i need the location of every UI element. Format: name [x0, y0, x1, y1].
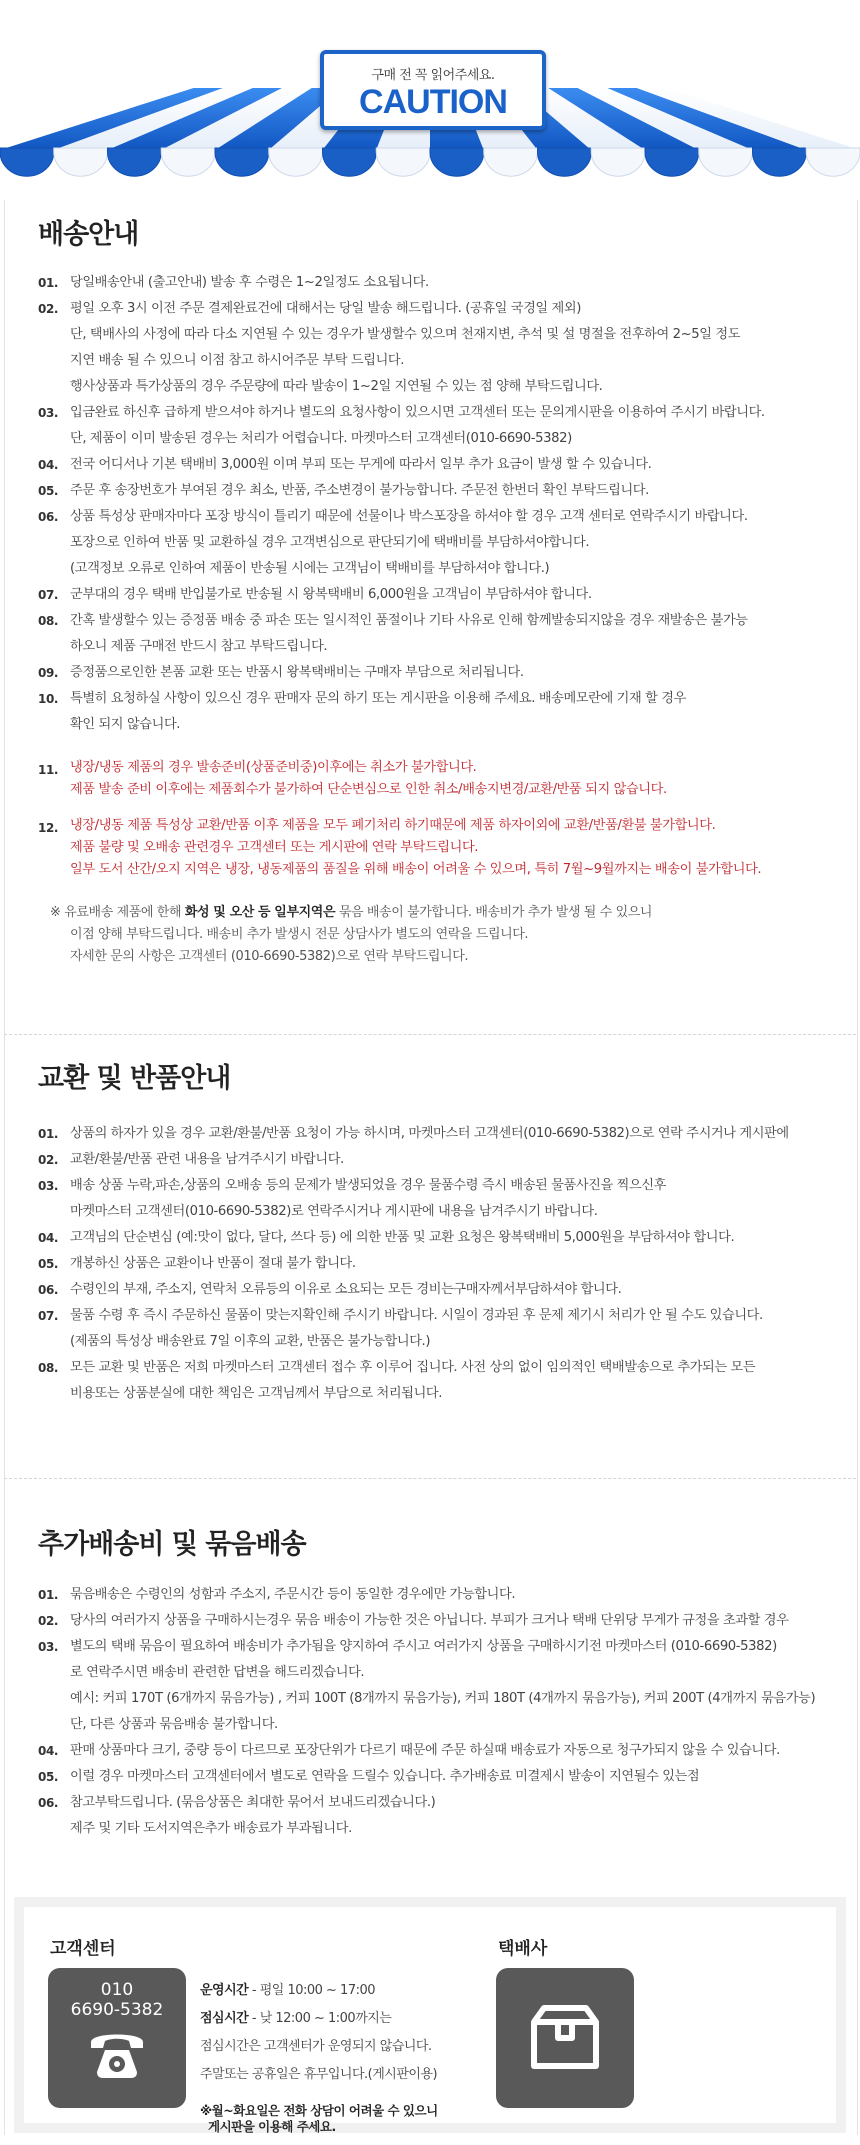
list-item — [38, 1764, 838, 1790]
item-number: 06. — [38, 1283, 59, 1297]
item-number: 11. — [38, 763, 59, 777]
item-number: 04. — [38, 1231, 59, 1245]
item-line: (고객정보 오류로 인하여 제품이 반송될 시에는 고객님이 택배비를 부담하셔야 합니다.) — [70, 561, 550, 576]
phone-prefix: 010 — [100, 1980, 134, 2000]
delivery-company-title: 택배사 — [498, 1939, 548, 1959]
item-number: 05. — [38, 1257, 59, 1271]
awning-scallop — [591, 148, 645, 176]
item-number: 04. — [38, 1744, 59, 1758]
list-item — [38, 815, 838, 881]
item-line: 로 연락주시면 배송비 관련한 답변을 해드리겠습니다. — [70, 1665, 365, 1680]
customer-center-title: 고객센터 — [50, 1939, 116, 1959]
list-item — [38, 1225, 838, 1251]
item-number: 02. — [38, 302, 59, 316]
list-item — [38, 1277, 838, 1303]
item-line: 제품 불량 및 오배송 관련경우 고객센터 또는 게시판에 연락 부탁드립니다. — [70, 840, 479, 855]
awning-scallop — [269, 148, 323, 176]
note-line2: 이점 양해 부탁드립니다. 배송비 추가 발생시 전문 상담사가 별도의 연락을 드립니다. — [70, 927, 529, 942]
item-line: 묶음배송은 수령인의 성함과 주소지, 주문시간 등이 동일한 경우에만 가능합니다. — [70, 1587, 516, 1602]
list-item — [38, 504, 838, 582]
item-number: 03. — [38, 406, 59, 420]
note-rest: 묶음 배송이 불가합니다. 배송비가 추가 발생 될 수 있으니 — [335, 905, 653, 920]
caution-sign — [320, 50, 546, 130]
bundle-section — [38, 1522, 838, 1836]
item-line: 예시: 커피 170T (6개까지 묶음가능) , 커피 100T (8개까지 묶음가능), 커피 180T (4개까지 묶음가능), 커피 200T (4개까지 묶음가능) — [70, 1691, 816, 1706]
item-line: 배송 상품 누락,파손,상품의 오배송 등의 문제가 발생되었을 경우 물품수령 즉시 배송된 물품사진을 찍으신후 — [70, 1178, 667, 1193]
item-line: 모든 교환 및 반품은 저희 마켓마스터 고객센터 접수 후 이루어 집니다. 사전 상의 없이 임의적인 택배발송으로 추가되는 모든 — [70, 1360, 756, 1375]
customer-center-card[interactable] — [48, 1968, 186, 2108]
phone-number: 6690-5382 — [70, 2000, 164, 2020]
list-item — [38, 1582, 838, 1608]
hours-value: - 평일 10:00 ~ 17:00 — [248, 1983, 376, 1998]
telephone-icon — [85, 2026, 149, 2082]
shipping-title: 배송안내 — [38, 219, 139, 250]
list-item — [38, 1790, 838, 1842]
awning-scallop — [645, 148, 699, 176]
item-line: (제품의 특성상 배송완료 7일 이후의 교환, 반품은 불가능합니다.) — [70, 1334, 431, 1349]
delivery-company-card[interactable] — [496, 1968, 634, 2108]
item-line: 교환/환불/반품 관련 내용을 남겨주시기 바랍니다. — [70, 1152, 344, 1167]
item-line: 개봉하신 상품은 교환이나 반품이 절대 불가 합니다. — [70, 1256, 356, 1271]
awning-scallop — [806, 148, 860, 176]
awning-scallop — [0, 148, 54, 176]
item-line: 이럴 경우 마켓마스터 고객센터에서 별도로 연락을 드릴수 있습니다. 추가배송료 미결제시 발송이 지연될수 있는점 — [70, 1769, 700, 1784]
note-prefix: ※ 유료배송 제품에 한해 — [50, 905, 185, 920]
item-line: 물품 수령 후 즉시 주문하신 물품이 맞는지확인해 주시기 바랍니다. 시일이 경과된 후 문제 제기시 처리가 안 될 수도 있습니다. — [70, 1308, 763, 1323]
awning-scallop — [376, 148, 430, 176]
warning-line2: 게시판을 이용해 주세요. — [208, 2119, 336, 2134]
item-line: 평일 오후 3시 이전 주문 결제완료건에 대해서는 당일 발송 해드립니다. (공휴일 국경일 제외) — [70, 301, 581, 316]
item-number: 01. — [38, 276, 59, 290]
caution-subtitle: 구매 전 꼭 읽어주세요. — [371, 68, 495, 83]
exchange-list — [38, 1121, 838, 1407]
awning-scallop — [699, 148, 753, 176]
item-line: 단, 택배사의 사정에 따라 다소 지연될 수 있는 경우가 발생할수 있으며 천재지변, 추석 및 설 명절을 전후하여 2~5일 정도 — [70, 327, 741, 342]
awning-scallop — [54, 148, 108, 176]
item-line: 주문 후 송장번호가 부여된 경우 최소, 반품, 주소변경이 불가능합니다. 주문전 한번더 확인 부탁드립니다. — [70, 483, 649, 498]
item-number: 05. — [38, 484, 59, 498]
item-number: 08. — [38, 614, 59, 628]
list-item — [38, 478, 838, 504]
list-item — [38, 1173, 838, 1225]
item-line: 수령인의 부재, 주소지, 연락처 오류등의 이유로 소요되는 모든 경비는구매자께서부담하셔야 합니다. — [70, 1282, 622, 1297]
holiday-note: 주말또는 공휴일은 휴무입니다.(게시판이용) — [200, 2067, 438, 2082]
item-line: 냉장/냉동 제품의 경우 발송준비(상품준비중)이후에는 취소가 불가합니다. — [70, 760, 477, 775]
item-line: 전국 어디서나 기본 택배비 3,000원 이며 부피 또는 무게에 따라서 일부 추가 요금이 발생 할 수 있습니다. — [70, 457, 652, 472]
item-line: 상품의 하자가 있을 경우 교환/환불/반품 요청이 가능 하시며, 마켓마스터 고객센터(010-6690-5382)으로 연락 주시거나 게시판에 — [70, 1126, 789, 1141]
bundle-list — [38, 1582, 838, 1842]
phone-warning — [200, 2103, 438, 2135]
caution-title: CAUTION — [359, 83, 507, 121]
list-item — [38, 686, 838, 738]
item-line: 제주 및 기타 도서지역은추가 배송료가 부과됩니다. — [70, 1821, 352, 1836]
item-number: 04. — [38, 458, 59, 472]
item-line: 간혹 발생할수 있는 증정품 배송 중 파손 또는 일시적인 품절이나 기타 사유로 인해 함께발송되지않을 경우 재발송은 불가능 — [70, 613, 748, 628]
list-item — [38, 270, 838, 296]
item-line: 제품 발송 준비 이후에는 제품회수가 불가하여 단순변심으로 인한 취소/배송지변경/교환/반품 되지 않습니다. — [70, 782, 667, 797]
item-line: 상품 특성상 판매자마다 포장 방식이 틀리기 때문에 선물이나 박스포장을 하셔야 할 경우 고객 센터로 연락주시기 바랍니다. — [70, 509, 748, 524]
list-item — [38, 1608, 838, 1634]
item-number: 05. — [38, 1770, 59, 1784]
hours-label: 운영시간 — [200, 1983, 249, 1998]
exchange-title: 교환 및 반품안내 — [38, 1063, 231, 1094]
item-line: 확인 되지 않습니다. — [70, 717, 181, 732]
item-line: 지연 배송 될 수 있으니 이점 참고 하시어주문 부탁 드립니다. — [70, 353, 405, 368]
awning-scallop — [161, 148, 215, 176]
item-number: 12. — [38, 821, 59, 835]
warning-line1: ※월~화요일은 전화 상담이 어려울 수 있으니 — [200, 2103, 438, 2118]
list-item — [38, 1355, 838, 1407]
item-line: 비용또는 상품분실에 대한 책임은 고객님께서 부담으로 처리됩니다. — [70, 1386, 443, 1401]
item-line: 하오니 제품 구매전 반드시 참고 부탁드립니다. — [70, 639, 328, 654]
footer-panel — [24, 1907, 836, 2134]
item-line: 판매 상품마다 크기, 중량 등이 다르므로 포장단위가 다르기 때문에 주문 하실때 배송료가 자동으로 청구가되지 않을 수 있습니다. — [70, 1743, 780, 1758]
awning-scallop — [108, 148, 162, 176]
item-line: 입금완료 하신후 급하게 받으셔야 하거나 별도의 요청사항이 있으시면 고객센터 또는 문의게시판을 이용하여 주시기 바랍니다. — [70, 405, 765, 420]
bundle-title: 추가배송비 및 묶음배송 — [38, 1529, 306, 1560]
list-item — [38, 757, 838, 801]
item-line: 증정품으로인한 본품 교환 또는 반품시 왕복택배비는 구매자 부담으로 처리됩니다. — [70, 665, 524, 680]
item-line: 고객님의 단순변심 (예:맛이 없다, 달다, 쓰다 등) 에 의한 반품 및 교환 요청은 왕복택배비 5,000원을 부담하셔야 합니다. — [70, 1230, 735, 1245]
shipping-note — [50, 902, 810, 968]
item-number: 07. — [38, 1309, 59, 1323]
list-item — [38, 452, 838, 478]
list-item — [38, 296, 838, 400]
item-number: 02. — [38, 1614, 59, 1628]
lunch-value: - 낮 12:00 ~ 1:00까지는 — [248, 2011, 392, 2026]
item-line: 행사상품과 특가상품의 경우 주문량에 따라 발송이 1~2일 지연될 수 있는 점 양해 부탁드립니다. — [70, 379, 603, 394]
item-line: 당일배송안내 (출고안내) 발송 후 수령은 1~2일정도 소요됩니다. — [70, 275, 429, 290]
list-item — [38, 1147, 838, 1173]
list-item — [38, 608, 838, 660]
list-item — [38, 1251, 838, 1277]
item-line: 일부 도서 산간/오지 지역은 냉장, 냉동제품의 품질을 위해 배송이 어려울 수 있으며, 특히 7월~9월까지는 배송이 불가합니다. — [70, 862, 762, 877]
list-item — [38, 1634, 838, 1738]
item-number: 02. — [38, 1153, 59, 1167]
customer-center-info — [200, 1977, 437, 2089]
item-number: 03. — [38, 1179, 59, 1193]
list-item — [38, 582, 838, 608]
item-number: 06. — [38, 1796, 59, 1810]
item-number: 03. — [38, 1640, 59, 1654]
section-divider — [4, 1034, 856, 1035]
shipping-section — [38, 212, 838, 877]
item-line: 별도의 택배 묶음이 필요하여 배송비가 추가됨을 양지하여 주시고 여러가지 상품을 구매하시기전 마켓마스터 (010-6690-5382) — [70, 1639, 777, 1654]
note-bold: 화성 및 오산 등 일부지역은 — [184, 905, 336, 920]
contact-footer — [14, 1897, 846, 2133]
awning-scallop — [323, 148, 377, 176]
shipping-red-list — [38, 757, 838, 881]
lunch-note: 점심시간은 고객센터가 운영되지 않습니다. — [200, 2039, 432, 2054]
item-line: 군부대의 경우 택배 반입불가로 반송될 시 왕복택배비 6,000원을 고객님이 부담하셔야 합니다. — [70, 587, 592, 602]
item-line: 참고부탁드립니다. (묶음상품은 최대한 묶어서 보내드리겠습니다.) — [70, 1795, 436, 1810]
list-item — [38, 400, 838, 452]
item-number: 01. — [38, 1127, 59, 1141]
list-item — [38, 1121, 838, 1147]
awning-scallop — [753, 148, 807, 176]
item-number: 01. — [38, 1588, 59, 1602]
shipping-list — [38, 270, 838, 738]
awning-scallop — [538, 148, 592, 176]
item-line: 당사의 여러가지 상품을 구매하시는경우 묶음 배송이 가능한 것은 아닙니다. 부피가 크거나 택배 단위당 무게가 규정을 초과할 경우 — [70, 1613, 789, 1628]
item-line: 마켓마스터 고객센터(010-6690-5382)로 연락주시거나 게시판에 내용을 남겨주시기 바랍니다. — [70, 1204, 598, 1219]
item-number: 06. — [38, 510, 59, 524]
item-number: 08. — [38, 1361, 59, 1375]
lunch-label: 점심시간 — [200, 2011, 249, 2026]
package-box-icon — [496, 1968, 634, 2108]
item-number: 07. — [38, 588, 59, 602]
item-line: 냉장/냉동 제품 특성상 교환/반품 이후 제품을 모두 폐기처리 하기때문에 제품 하자이외에 교환/반품/환불 불가합니다. — [70, 818, 716, 833]
item-line: 단, 제품이 이미 발송된 경우는 처리가 어렵습니다. 마켓마스터 고객센터(010-6690-5382) — [70, 431, 572, 446]
exchange-section — [38, 1056, 838, 1401]
list-item — [38, 660, 838, 686]
item-line: 특별히 요청하실 사항이 있으신 경우 판매자 문의 하기 또는 게시판을 이용해 주세요. 배송메모란에 기재 할 경우 — [70, 691, 686, 706]
awning-scallop — [484, 148, 538, 176]
item-line: 포장으로 인하여 반품 및 교환하실 경우 고객변심으로 판단되기에 택배비를 부담하셔야합니다. — [70, 535, 590, 550]
list-item — [38, 1738, 838, 1764]
awning-scallop — [430, 148, 484, 176]
awning-scallop — [215, 148, 269, 176]
item-number: 10. — [38, 692, 59, 706]
item-line: 단, 다른 상품과 묶음배송 불가합니다. — [70, 1717, 278, 1732]
item-number: 09. — [38, 666, 59, 680]
list-item — [38, 1303, 838, 1355]
section-divider — [4, 1478, 856, 1479]
note-line3: 자세한 문의 사항은 고객센터 (010-6690-5382)으로 연락 부탁드립니다. — [70, 949, 469, 964]
